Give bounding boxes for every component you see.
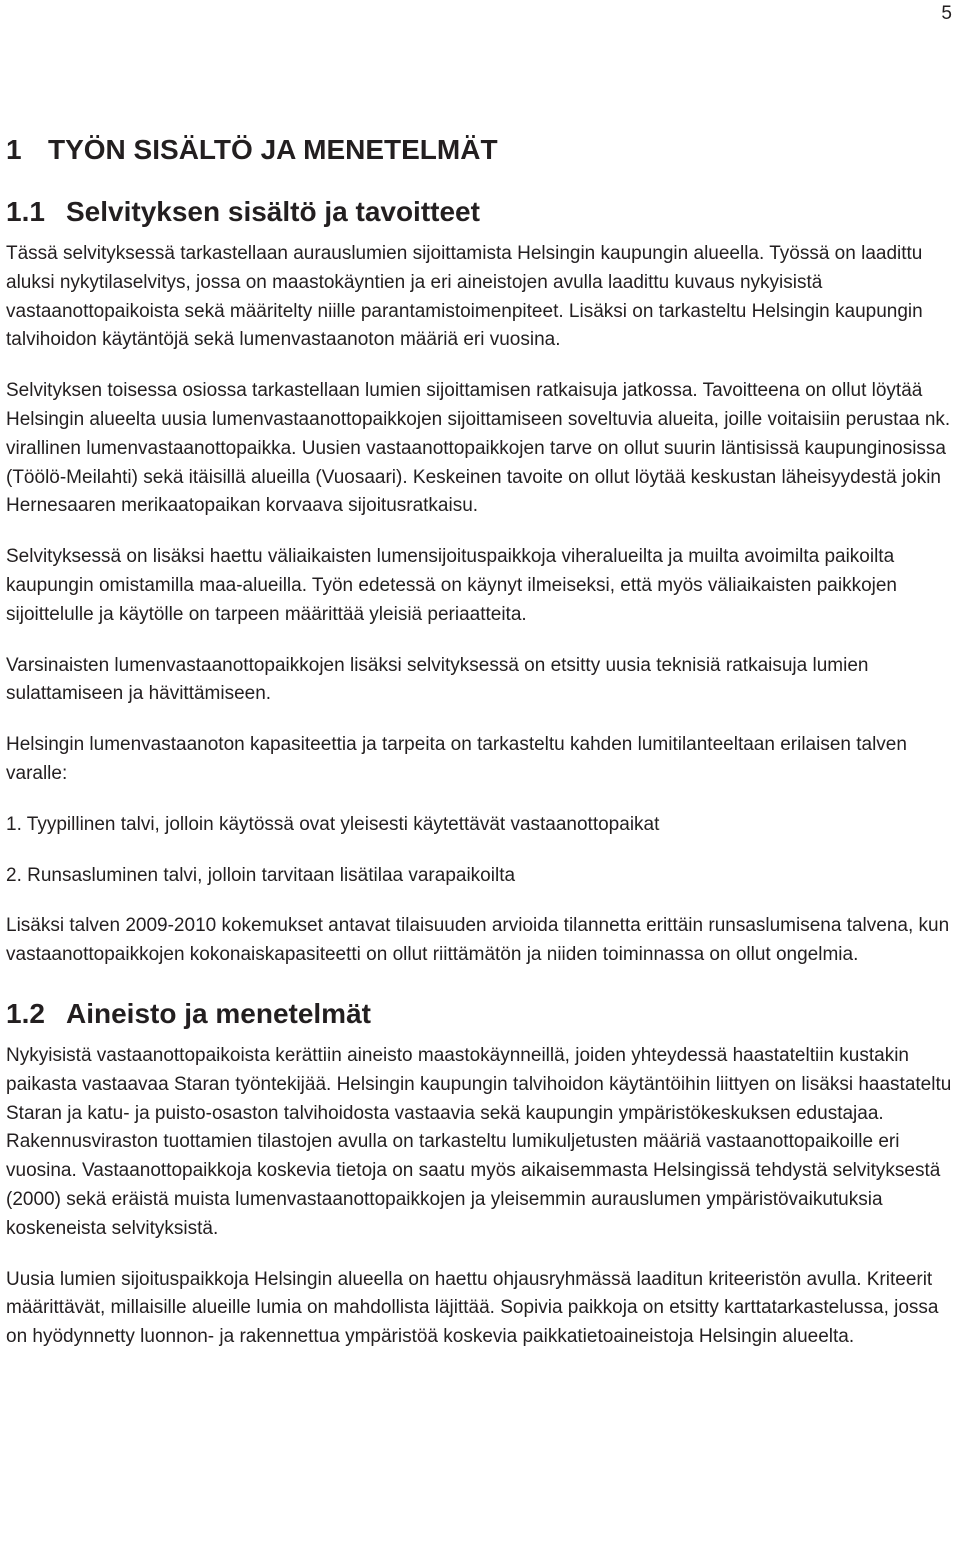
chapter-number: 1 (6, 134, 22, 165)
paragraph: Tässä selvityksessä tarkastellaan aurauslumien sijoittamista Helsingin kaupungin alueella. Työssä on laadittu aluksi nykytilaselvitys, jossa on maastokäyntien ja eri aineistojen avulla laadittu kuvaus nykyisistä vastaanottopaikoista sekä määritelty niille parantamistoimenpiteet. Lisäksi on tarkasteltu Helsingin kaupungin talvihoidon käytäntöjä sekä lumenvastaanoton määriä eri vuosina. (6, 243, 923, 351)
paragraph: Lisäksi talven 2009-2010 kokemukset antavat tilaisuuden arvioida tilannetta erittäin runsaslumisena talvena, kun vastaanottopaikkojen kokonaiskapasiteetti on ollut riittämätön ja niiden toiminnassa on ollut ongelmia. (6, 915, 950, 966)
paragraph: Selvityksen toisessa osiossa tarkastellaan lumien sijoittamisen ratkaisuja jatkossa. Tavoitteena on ollut löytää Helsingin alueelta uusia lumenvastaanottopaikkojen sijoittamiseen soveltuvia alueita, joille voitaisiin perustaa nk. virallinen lumenvastaanottopaikka. Uusien vastaanottopaikkojen tarve on ollut suurin läntisissä kaupunginosissa (Töölö-Meilahti) sekä itäisillä alueilla (Vuosaari). Keskeinen tavoite on ollut löytää keskustan läheisyydestä jokin Hernesaaren merikaatopaikan korvaava sijoitusratkaisu. (6, 380, 951, 517)
section-number: 1.2 (6, 997, 45, 1029)
list-item: 1. Tyypillinen talvi, jolloin käytössä ovat yleisesti käytettävät vastaanottopaikat (6, 813, 660, 835)
chapter-heading (6, 132, 954, 168)
section-title: Aineisto ja menetelmät (66, 997, 371, 1029)
section-heading-1-2 (6, 996, 954, 1032)
section-title: Selvityksen sisältö ja tavoitteet (66, 196, 480, 227)
paragraph: Varsinaisten lumenvastaanottopaikkojen lisäksi selvityksessä on etsitty uusia teknisiä ratkaisuja lumien sulattamiseen ja hävittämiseen. (6, 654, 869, 705)
paragraph: Helsingin lumenvastaanoton kapasiteettia ja tarpeita on tarkasteltu kahden lumitilanteeltaan erilaisen talven varalle: (6, 734, 907, 784)
section-heading-1-1 (6, 194, 954, 230)
paragraph: Uusia lumien sijoituspaikkoja Helsingin alueella on haettu ohjausryhmässä laaditun kriteeristön avulla. Kriteerit määrittävät, millaisille alueille lumia on mahdollista läjittää. Sopivia paikkoja on etsitty karttatarkastelussa, jossa on hyödynnetty luonnon- ja rakennettua ympäristöä koskevia paikkatietoaineistoja Helsingin alueelta. (6, 1268, 939, 1348)
document-body (6, 132, 954, 1374)
paragraph: Nykyisistä vastaanottopaikoista kerättiin aineisto maastokäynneillä, joiden yhteydessä haastateltiin kustakin paikasta vastaavaa Staran työntekijää. Helsingin kaupungin talvihoidon käytäntöihin liittyen on lisäksi haastateltu Staran ja katu- ja puisto-osaston talvihoidosta vastaavia sekä kaupungin ympäristökeskuksen edustajaa. Rakennusviraston tuottamien tilastojen avulla on tarkasteltu lumikuljetusten määriä vastaanottopaikoille eri vuosina. Vastaanottopaikkoja koskevia tietoja on saatu myös aikaisemmasta Helsingissä tehdystä selvityksestä (2000) sekä eräistä muista lumenvastaanottopaikkojen ja yleisemmin aurauslumen ympäristövaikutuksia koskeneista selvityksistä. (6, 1044, 952, 1239)
list-item: 2. Runsasluminen talvi, jolloin tarvitaan lisätilaa varapaikoilta (6, 864, 516, 886)
section-number: 1.1 (6, 196, 45, 227)
page-number: 5 (941, 3, 952, 24)
chapter-title: TYÖN SISÄLTÖ JA MENETELMÄT (48, 134, 498, 165)
paragraph: Selvityksessä on lisäksi haettu väliaikaisten lumensijoituspaikkoja viheralueilta ja muilta avoimilta paikoilta kaupungin omistamilla maa-alueilla. Työn edetessä on käynyt ilmeiseksi, että myös väliaikaisten paikkojen sijoittelulle ja käytölle on tarpeen määrittää yleisiä periaatteita. (6, 546, 897, 625)
